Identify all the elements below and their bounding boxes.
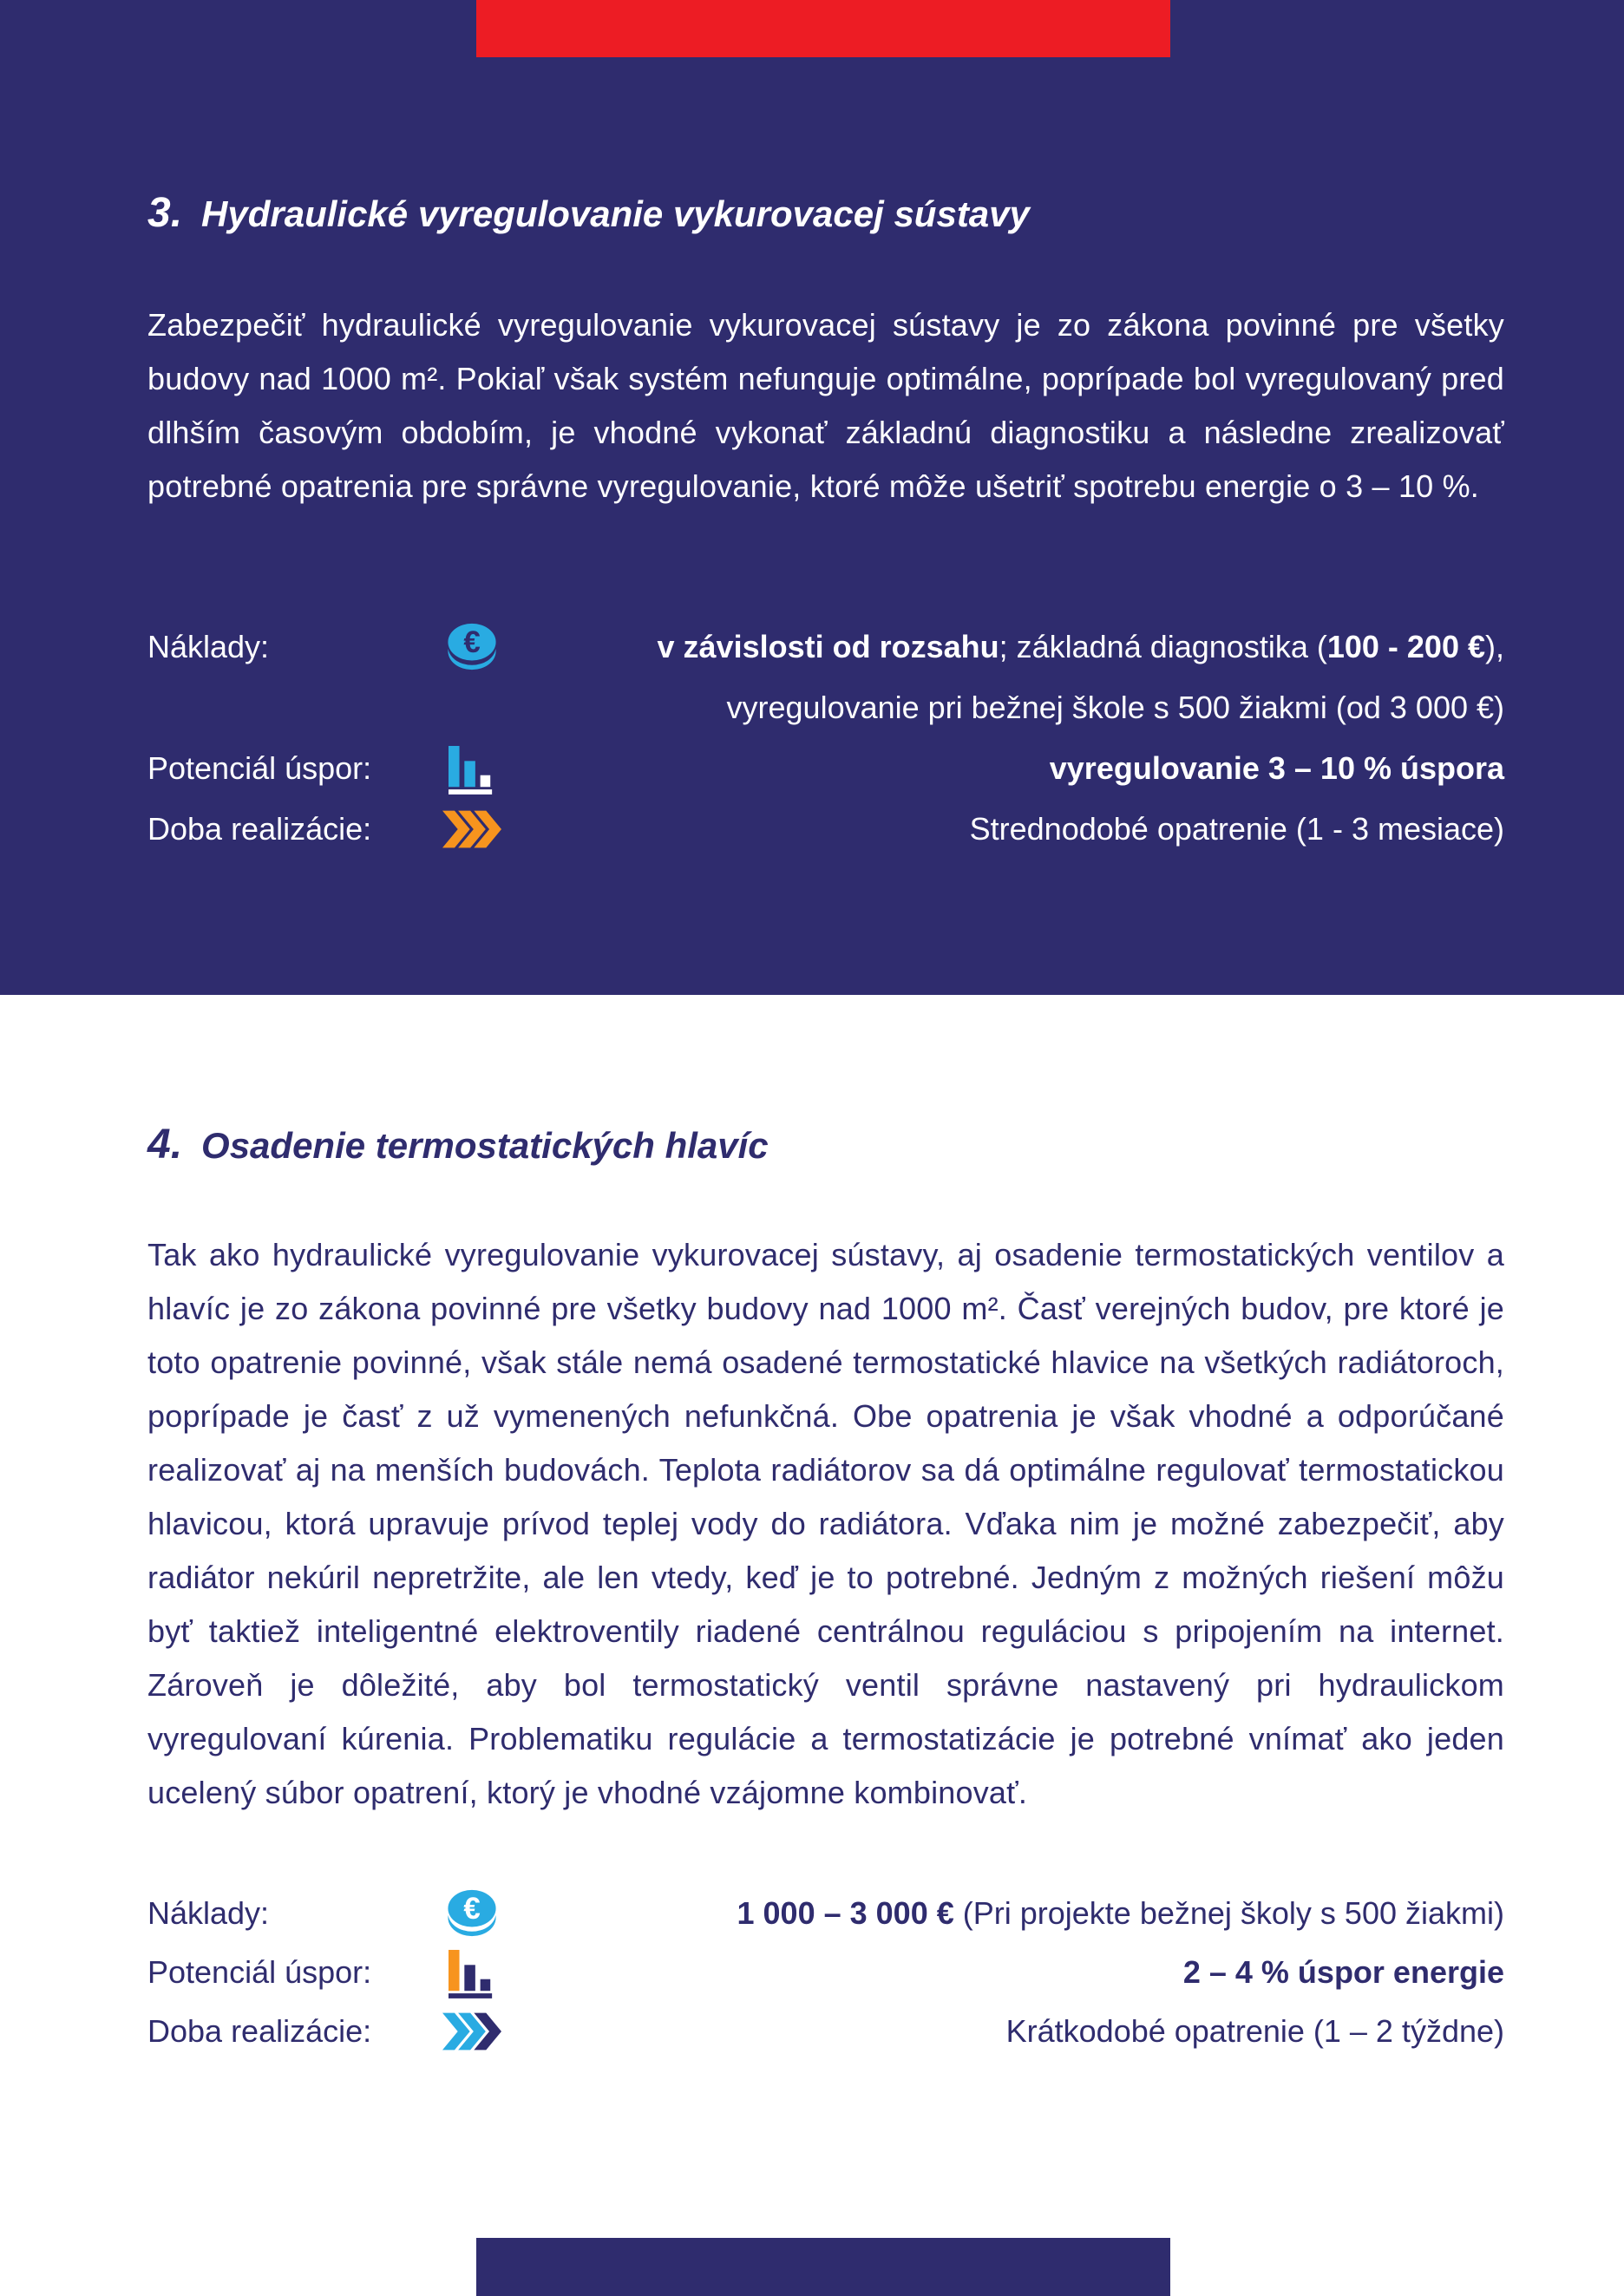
savings-label: Potenciál úspor: <box>147 1954 372 1990</box>
costs-value-line2: vyregulovanie pri bežnej škole s 500 žiakmi (od 3 000 €) <box>726 690 1504 725</box>
section-3-heading <box>147 189 1030 237</box>
duration-value: Krátkodobé opatrenie (1 – 2 týždne) <box>1005 2013 1504 2049</box>
duration-value: Strednodobé opatrenie (1 - 3 mesiace) <box>969 811 1504 847</box>
savings-row <box>147 1945 1504 2000</box>
duration-label: Doba realizácie: <box>147 2013 372 2049</box>
section-3-number: 3. <box>147 190 183 236</box>
savings-value: 2 – 4 % úspor energie <box>1182 1954 1504 1990</box>
section-3-panel <box>0 0 1624 995</box>
duration-label: Doba realizácie: <box>147 811 372 847</box>
section-4-heading <box>147 1121 769 1168</box>
bar-chart-icon <box>435 1946 508 1998</box>
costs-row <box>147 1886 1504 1941</box>
section-4-paragraph: Tak ako hydraulické vyregulovanie vykurovacej sústavy, aj osadenie termostatických ventilov a hlavíc je zo zákona povinné pre všetky budovy nad 1000 m². Časť verejných budov, pre ktoré je toto opatrenie povinné, však stále nemá osadené termostatické hlavice na všetkých radiátoroch, poprípade je časť z už vymenených nefunkčná. Obe opatrenia je však vhodné a odporúčané realizovať aj na menších budovách. Teplota radiátorov sa dá optimálne regulovať termostatickou hlavicou, ktorá upravuje prívod teplej vody do radiátora. Vďaka nim je možné zabezpečiť, aby radiátor nekúril nepretržite, ale len vtedy, keď je to potrebné. Jedným z možných riešení môžu byť taktiež inteligentné elektroventily riadené centrálnou reguláciou s pripojením na internet. Zároveň je dôležité, aby bol termostatický ventil správne nastavený pri hydraulickom vyregulovaní kúrenia. Problematiku regulácie a termostatizácie je potrebné vnímať ako jeden ucelený súbor opatrení, ktorý je vhodné vzájomne kombinovať. <box>147 1237 1504 1810</box>
section-3-title: Hydraulické vyregulovanie vykurovacej sústavy <box>201 193 1030 234</box>
costs-value: 1 000 – 3 000 € (Pri projekte bežnej školy s 500 žiakmi) <box>737 1895 1504 1931</box>
costs-label: Náklady: <box>147 629 270 664</box>
savings-value: vyregulovanie 3 – 10 % úspora <box>1049 750 1504 786</box>
euro-coins-icon <box>435 1887 508 1939</box>
costs-label: Náklady: <box>147 1895 270 1931</box>
bottom-navy-tab <box>476 2238 1170 2296</box>
savings-label: Potenciál úspor: <box>147 750 372 786</box>
costs-row <box>147 619 1504 675</box>
section-3-paragraph: Zabezpečiť hydraulické vyregulovanie vykurovacej sústavy je zo zákona povinné pre všetky budovy nad 1000 m². Pokiaľ však systém nefunguje optimálne, poprípade bol vyregulovaný pred dlhším časovým obdobím, je vhodné vykonať základnú diagnostiku a následne zrealizovať potrebné opatrenia pre správne vyregulovanie, ktoré môže ušetriť spotrebu energie o 3 – 10 %. <box>147 307 1504 504</box>
bar-chart-icon <box>435 742 508 795</box>
triple-chevron-icon <box>435 2012 508 2051</box>
euro-coins-icon <box>435 621 508 673</box>
duration-row <box>147 801 1504 857</box>
section-4-title: Osadenie termostatických hlavíc <box>201 1125 769 1166</box>
costs-row-line2 <box>147 680 1504 736</box>
euro-symbol: € <box>463 625 481 659</box>
savings-row <box>147 741 1504 796</box>
euro-symbol: € <box>463 1891 481 1926</box>
top-red-tab <box>476 0 1170 57</box>
costs-value: v závislosti od rozsahu; základná diagnostika (100 - 200 €), <box>657 629 1504 664</box>
duration-row <box>147 2004 1504 2059</box>
triple-chevron-icon <box>435 810 508 848</box>
section-4-number: 4. <box>147 1122 183 1168</box>
